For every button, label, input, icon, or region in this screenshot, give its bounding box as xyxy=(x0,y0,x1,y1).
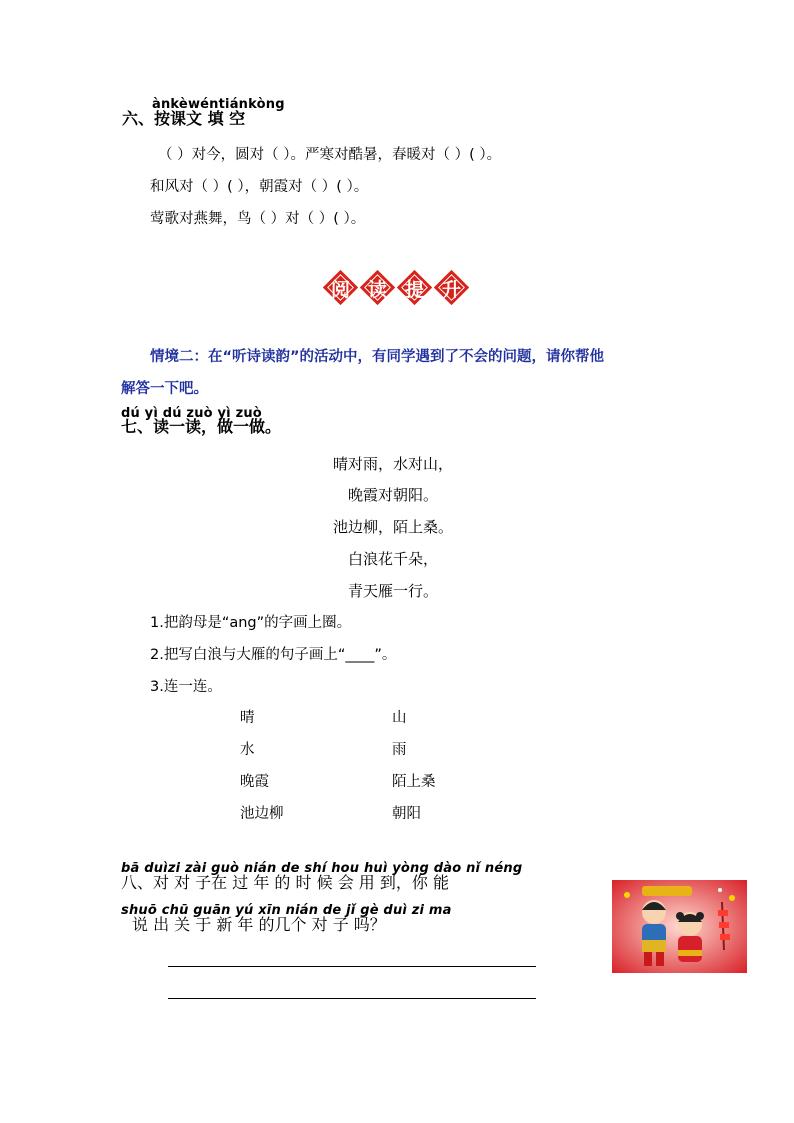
banner-char: 升 xyxy=(441,278,461,301)
banner-diamond xyxy=(434,270,469,306)
banner-diamond xyxy=(323,270,358,306)
banner-char: 读 xyxy=(367,278,387,301)
answer-line-2[interactable] xyxy=(168,998,536,999)
match-left-2[interactable]: 水 xyxy=(240,742,255,758)
banner-diamond xyxy=(397,270,432,306)
match-left-4[interactable]: 池边柳 xyxy=(240,806,284,822)
banner-char: 提 xyxy=(404,278,424,301)
banner-diamond xyxy=(360,270,395,306)
section6-title: 六、按课文 填 空 xyxy=(122,109,246,128)
banner-char: 阅 xyxy=(330,278,350,301)
section6-pinyin: ànkèwéntiánkòng xyxy=(152,97,285,112)
poem-line-4: 白浪花千朵， xyxy=(348,550,439,568)
section6-line-3: 莺歌对燕舞，鸟（ ）对（ ）( ）。 xyxy=(150,211,366,227)
question-1: 1.把韵母是“ang”的字画上圈。 xyxy=(150,615,352,631)
new-year-children-image xyxy=(612,880,747,973)
question-3: 3.连一连。 xyxy=(150,679,222,695)
match-right-4[interactable]: 朝阳 xyxy=(392,806,421,822)
section6-line-2: 和风对（ ）( ），朝霞对（ ）( ）。 xyxy=(150,179,369,195)
match-right-2[interactable]: 雨 xyxy=(392,742,407,758)
match-left-1[interactable]: 晴 xyxy=(240,710,255,726)
poem-line-2: 晚霞对朝阳。 xyxy=(348,486,439,504)
section6-line-1: （ ）对今，圆对（ ）。严寒对酷暑，春暖对（ ）( ）。 xyxy=(158,147,502,163)
section8-line-1: 八、对 对 子在 过 年 的 时 候 会 用 到，你 能 xyxy=(121,873,449,892)
section8-pinyin-1: bā duìzi zài guò nián de shí hou huì yòng dào nǐ néng xyxy=(121,861,523,876)
scenario-line-2: 解答一下吧。 xyxy=(121,381,208,397)
match-left-3[interactable]: 晚霞 xyxy=(240,774,269,790)
reading-banner xyxy=(323,270,471,306)
scenario-line-1: 情境二：在“听诗读韵”的活动中，有同学遇到了不会的问题，请你帮他 xyxy=(150,349,605,365)
match-right-1[interactable]: 山 xyxy=(392,710,407,726)
question-2: 2.把写白浪与大雁的句子画上“____”。 xyxy=(150,647,397,663)
poem-line-1: 晴对雨，水对山， xyxy=(333,455,454,473)
poem-line-5: 青天雁一行。 xyxy=(348,582,439,600)
section8-line-2: 说 出 关 于 新 年 的几个 对 子 吗？ xyxy=(132,915,386,934)
answer-line-1[interactable] xyxy=(168,966,536,967)
poem-line-3: 池边柳，陌上桑。 xyxy=(333,518,454,536)
section7-title: 七、读一读，做一做。 xyxy=(121,417,282,436)
match-right-3[interactable]: 陌上桑 xyxy=(392,774,436,790)
section7-pinyin: dú yì dú zuò yì zuò xyxy=(121,406,262,421)
section8-pinyin-2: shuō chū guān yú xīn nián de jǐ gè duì zi ma xyxy=(121,903,452,918)
